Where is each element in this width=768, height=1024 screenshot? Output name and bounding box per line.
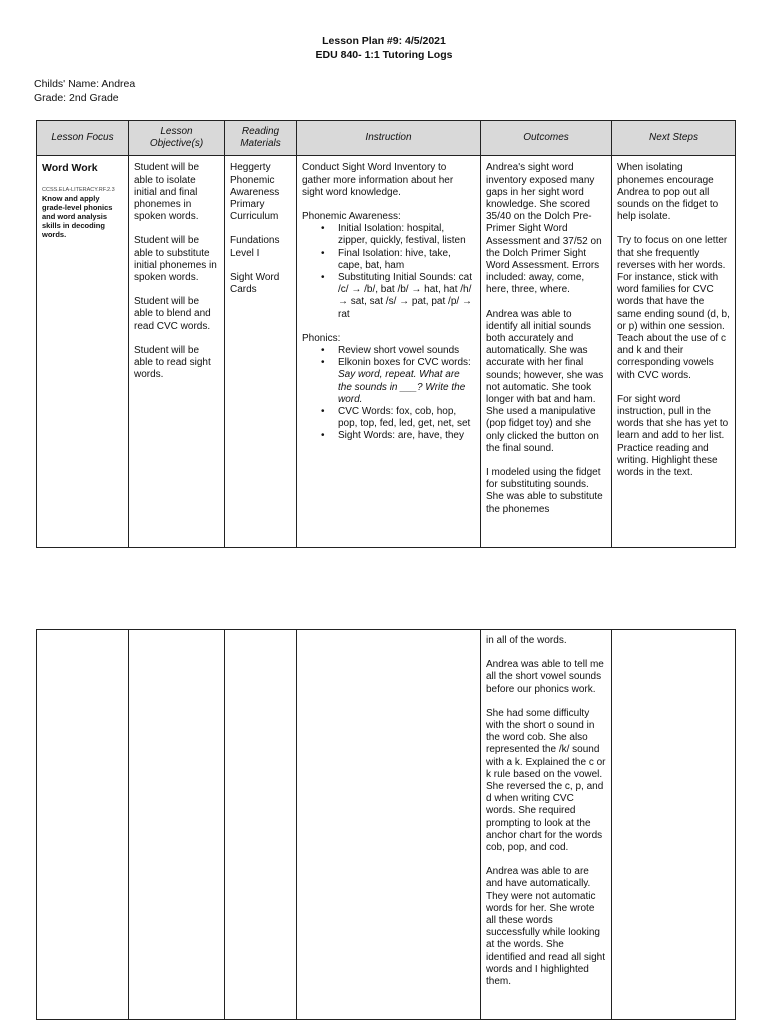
outcome: Andrea was able to identify all initial sounds both accurately and automatically. She was accurate with her final sounds; however, she was not automatic. She took longer with bat and ham. She used a manipulative (pop fidget toy) and she only clicked the button on the final sound. bbox=[486, 308, 604, 454]
list-item: • Initial Isolation: hospital, zipper, quickly, festival, listen bbox=[321, 223, 466, 247]
bullet-icon: • bbox=[321, 272, 325, 284]
tutoring-log-table-continued bbox=[36, 629, 736, 1020]
materials-cell bbox=[225, 630, 297, 1020]
header-outcomes: Outcomes bbox=[481, 121, 612, 156]
next-steps-cell bbox=[612, 156, 736, 548]
child-name: Childs' Name: Andrea bbox=[34, 78, 136, 90]
material: Heggerty Phonemic Awareness Primary Curriculum bbox=[230, 162, 280, 223]
outcome: Andrea was able to tell me all the short vowel sounds before our phonics work. bbox=[486, 659, 604, 695]
bullet-icon: • bbox=[321, 247, 325, 259]
list-item: • Review short vowel sounds bbox=[321, 345, 460, 357]
course-title: EDU 840- 1:1 Tutoring Logs bbox=[315, 49, 453, 61]
phonemic-awareness-label: Phonemic Awareness: bbox=[302, 211, 401, 223]
lesson-plan-title: Lesson Plan #9: 4/5/2021 bbox=[322, 35, 446, 47]
focus-title: Word Work bbox=[42, 162, 98, 175]
bullet-icon: • bbox=[321, 357, 325, 369]
list-item: • Substituting Initial Sounds: cat /c/ → /b/, bat /b/ → hat, hat /h/ → sat, sat /s/ → pat, pat /p/ → rat bbox=[321, 272, 472, 320]
outcome: in all of the words. bbox=[486, 635, 567, 646]
phonics-label: Phonics: bbox=[302, 332, 341, 344]
list-item: • Sight Words: are, have, they bbox=[321, 430, 464, 442]
objective: Student will be able to read sight words. bbox=[134, 344, 211, 381]
list-item: • Final Isolation: hive, take, cape, bat, ham bbox=[321, 247, 451, 271]
next-step: For sight word instruction, pull in the words that she has yet to learn and add to her list. Practice reading and writing. Highlight these words in the text. bbox=[617, 393, 729, 479]
outcomes-cell bbox=[481, 630, 612, 1020]
bullet-icon: • bbox=[321, 406, 325, 418]
phonics-list bbox=[302, 345, 475, 443]
objectives-cell bbox=[129, 156, 225, 548]
bullet-icon: • bbox=[321, 430, 325, 442]
outcomes-cell bbox=[481, 156, 612, 548]
next-steps-cell bbox=[612, 630, 736, 1020]
objectives-cell bbox=[129, 630, 225, 1020]
standard-description: Know and apply grade-level phonics and word analysis skills in decoding words. bbox=[42, 193, 113, 239]
next-step: When isolating phonemes encourage Andrea to pop out all sounds on the fidget to help isolate. bbox=[617, 162, 719, 223]
table-row bbox=[37, 156, 736, 548]
lesson-focus-cell bbox=[37, 630, 129, 1020]
bullet-icon: • bbox=[321, 345, 325, 357]
header-next-steps: Next Steps bbox=[612, 121, 736, 156]
tutoring-log-table bbox=[36, 120, 736, 548]
header-reading-materials: Reading Materials bbox=[225, 121, 297, 156]
bullet-icon: • bbox=[321, 223, 325, 235]
objective: Student will be able to isolate initial and final phonemes in spoken words. bbox=[134, 162, 200, 223]
header-lesson-objectives: Lesson Objective(s) bbox=[129, 121, 225, 156]
header-lesson-focus: Lesson Focus bbox=[37, 121, 129, 156]
instruction-intro: Conduct Sight Word Inventory to gather more information about her sight word knowledge. bbox=[302, 162, 454, 198]
material: Sight Word Cards bbox=[230, 271, 280, 296]
phonemic-awareness-list bbox=[302, 223, 475, 321]
instruction-cell bbox=[297, 156, 481, 548]
outcome: I modeled using the fidget for substituting sounds. She was able to substitute the phonemes bbox=[486, 467, 603, 515]
grade: Grade: 2nd Grade bbox=[34, 92, 119, 104]
instruction-cell bbox=[297, 630, 481, 1020]
objective: Student will be able to blend and read CVC words. bbox=[134, 296, 211, 332]
table-row bbox=[37, 630, 736, 1020]
table-header-row bbox=[37, 121, 736, 156]
list-item: • CVC Words: fox, cob, hop, pop, top, fed, led, get, net, set bbox=[321, 406, 471, 430]
material: Fundations Level I bbox=[230, 235, 280, 259]
header-instruction: Instruction bbox=[297, 121, 481, 156]
next-step: Try to focus on one letter that she frequently reverses with her words. For instance, stick with word families for CVC words that have the same ending sound (d, b, or p) within one session. Teach about the use of c and k and their corresponding vowels with CVC words. bbox=[617, 235, 730, 381]
outcome: She had some difficulty with the short o sound in the word cob. She also represented the /k/ sound with a k. Explained the c or k rule based on the vowel. She reversed the c, p, and d when writing CVC words. She required prompting to look at the anchor chart for the words cob, pop, and cod. bbox=[486, 707, 606, 854]
outcome: Andrea's sight word inventory exposed many gaps in her sight word knowledge. She scored 35/40 on the Dolch Pre-Primer Sight Word Assessment and 37/52 on the Dolch Primer Sight Word Assessment. Errors included: away, come, here, three, where. bbox=[486, 162, 602, 296]
list-item: • Elkonin boxes for CVC words: Say word, repeat. What are the sounds in ___? Write the word. bbox=[321, 357, 471, 405]
outcome: Andrea was able to are and have automatically. They were not automatic words for her. She wrote all these words successfully while looking at the words. She identified and read all sight words and I highlighted them. bbox=[486, 866, 605, 988]
materials-cell bbox=[225, 156, 297, 548]
lesson-focus-cell bbox=[37, 156, 129, 548]
standard-code: CCSS.ELA-LITERACY.RF.2.3 bbox=[42, 186, 115, 193]
objective: Student will be able to substitute initial phonemes in spoken words. bbox=[134, 235, 217, 284]
